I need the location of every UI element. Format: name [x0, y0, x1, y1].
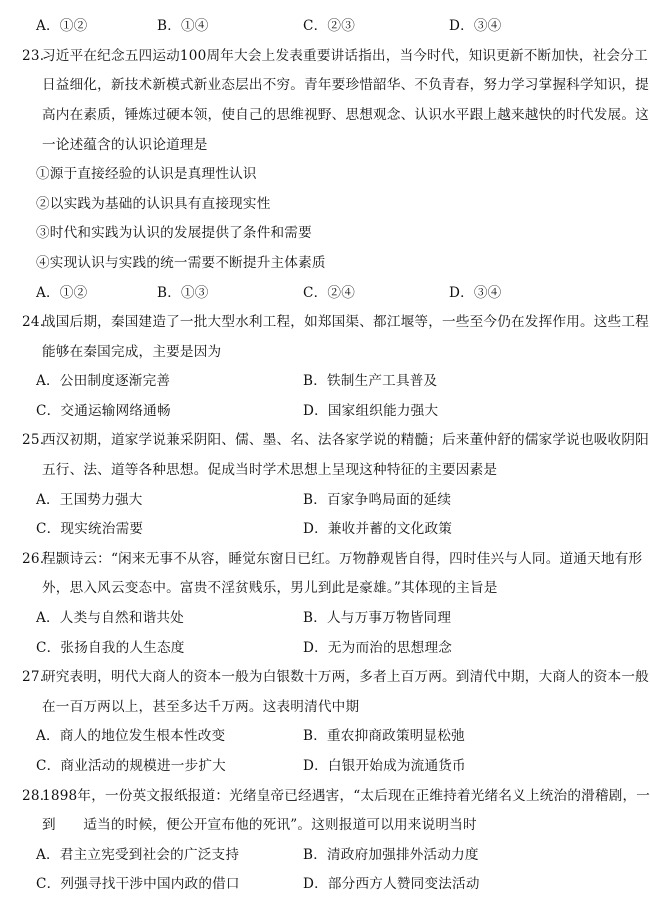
question-stem-line: 一论述蕴含的认识论道理是	[42, 137, 208, 153]
option-c: C．交通运输网络通畅	[36, 403, 171, 419]
option-d: D．③④	[449, 285, 502, 301]
question-stem-line: 研究表明，明代大商人的资本一般为白银数十万两，多者上百万两。到清代中期，大商人的资本一般	[42, 669, 649, 685]
option-a: A．王国势力强大	[36, 492, 143, 508]
option-c: C．现实统治需要	[36, 521, 144, 537]
option-d: D．国家组织能力强大	[303, 403, 439, 419]
option-c: C．②④	[303, 285, 355, 301]
option-d: D．白银开始成为流通货币	[303, 758, 466, 774]
option-b: B．清政府加强排外活动力度	[303, 847, 479, 863]
statement-2: ②以实践为基础的认识具有直接现实性	[36, 196, 271, 212]
option-c: C．列强寻找干涉中国内政的借口	[36, 876, 240, 892]
option-c: C．张扬自我的人生态度	[36, 640, 185, 656]
question-number: 28.	[22, 788, 45, 804]
option-b: B．①③	[157, 285, 209, 301]
question-stem-line: 西汉初期，道家学说兼采阴阳、儒、墨、名、法各家学说的精髓；后来董仲舒的儒家学说也吸收阴阳	[42, 432, 649, 448]
statement-3: ③时代和实践为认识的发展提供了条件和需要	[36, 225, 312, 241]
option-b: B．人与万事万物皆同理	[303, 610, 452, 626]
statement-1: ①源于直接经验的认识是真理性认识	[36, 166, 257, 182]
option-b: B．铁制生产工具普及	[303, 373, 438, 389]
q22-option-d: D．③④	[449, 18, 502, 34]
question-stem-line: 战国后期，秦国建造了一批大型水利工程，如郑国渠、都江堰等，一些至今仍在发挥作用。这些工程	[42, 314, 649, 330]
option-d: D．无为而治的思想理念	[303, 640, 453, 656]
question-stem-line: 高内在素质，锤炼过硬本领，使自己的思维视野、思想观念、认识水平跟上越来越快的时代发展。这	[42, 107, 649, 123]
q22-option-c: C．②③	[303, 18, 355, 34]
question-number: 26.	[22, 551, 45, 567]
question-stem-line: 五行、法、道等各种思想。促成当时学术思想上呈现这种特征的主要因素是	[42, 462, 498, 478]
option-a: A．商人的地位发生根本性改变	[36, 728, 226, 744]
option-a: A．人类与自然和谐共处	[36, 610, 184, 626]
option-a: A．公田制度逐渐完善	[36, 373, 171, 389]
question-stem-line: 到 适当的时候，便公开宣布他的死讯”。这则报道可以用来说明当时	[42, 817, 477, 833]
question-stem-line: 程颢诗云：“闲来无事不从容，睡觉东窗日已红。万物静观皆自得，四时佳兴与人同。道通天地有形	[42, 551, 643, 567]
option-b: B．百家争鸣局面的延续	[303, 492, 452, 508]
question-number: 27.	[22, 669, 45, 685]
q22-option-b: B．①④	[157, 18, 209, 34]
statement-4: ④实现认识与实践的统一需要不断提升主体素质	[36, 255, 326, 271]
option-a: A．君主立宪受到社会的广泛支持	[36, 847, 240, 863]
question-stem-line: 在一百万两以上，甚至多达千万两。这表明清代中期	[42, 699, 360, 715]
question-number: 23.	[22, 48, 45, 64]
question-stem-line: 日益细化，新技术新模式新业态层出不穷。青年要珍惜韶华、不负青春，努力学习掌握科学知识，提	[42, 77, 649, 93]
q22-option-a: A．①②	[36, 18, 88, 34]
question-stem-line: 外，思入风云变态中。富贵不淫贫贱乐，男儿到此是豪雄。”其体现的主旨是	[42, 580, 498, 596]
question-number: 24.	[22, 314, 45, 330]
option-d: D．部分西方人赞同变法活动	[303, 876, 480, 892]
question-stem-line: 1898年，一份英文报纸报道：光绪皇帝已经遇害，“太后现在正维持着光绪名义上统治的滑稽剧，一	[42, 788, 650, 804]
option-c: C．商业活动的规模进一步扩大	[36, 758, 226, 774]
question-stem-line: 习近平在纪念五四运动100周年大会上发表重要讲话指出，当今时代，知识更新不断加快，社会分工	[42, 48, 648, 64]
question-number: 25.	[22, 432, 45, 448]
question-stem-line: 能够在秦国完成，主要是因为	[42, 344, 222, 360]
option-b: B．重农抑商政策明显松弛	[303, 728, 465, 744]
option-d: D．兼收并蓄的文化政策	[303, 521, 453, 537]
option-a: A．①②	[36, 285, 88, 301]
